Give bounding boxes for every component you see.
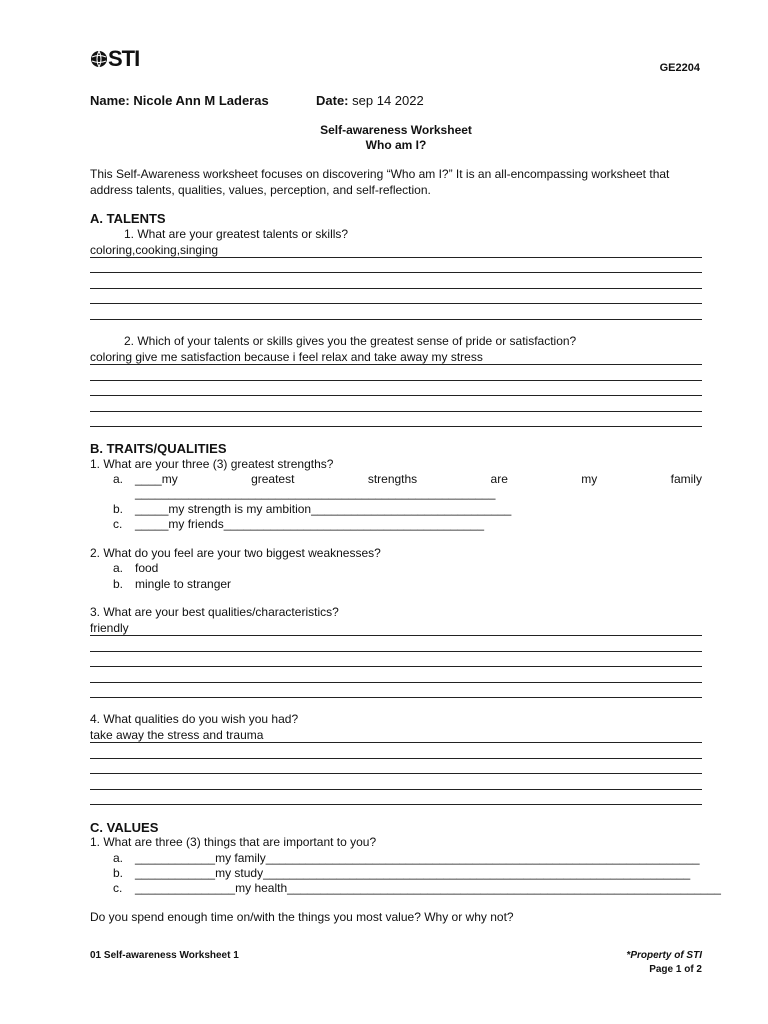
traits-q1-a-continuation: ______________________________________________________	[135, 486, 496, 500]
blank: ____________	[135, 851, 216, 865]
values-c-answer[interactable]	[135, 881, 721, 895]
blank: ________________________________________________________________	[263, 866, 691, 880]
values-a-marker: a.	[113, 851, 124, 865]
talents-question-1: 1. What are your greatest talents or skills?	[124, 227, 349, 241]
footer-property: *Property of STI	[626, 950, 702, 961]
course-code: GE2204	[659, 62, 700, 74]
traits-q2-b-answer[interactable]: mingle to stranger	[135, 577, 232, 591]
answer-line	[90, 426, 702, 427]
answer-line	[90, 288, 702, 289]
intro-paragraph: This Self-Awareness worksheet focuses on discovering “Who am I?” It is an all-encompassing worksheet that address talents, qualities, values, perception, and self-reflection.	[90, 167, 670, 197]
talents-question-2: 2. Which of your talents or skills gives you the greatest sense of pride or satisfaction?	[124, 334, 577, 348]
answer-line	[90, 742, 702, 743]
blank: _________________________________________________________________	[287, 881, 721, 895]
values-question-2: Do you spend enough time on/with the things you most value? Why or why not?	[90, 910, 514, 924]
section-traits-heading: B. TRAITS/QUALITIES	[90, 441, 227, 456]
word: family	[670, 472, 702, 486]
answer-text: my study	[215, 866, 264, 880]
traits-answer-4[interactable]: take away the stress and trauma	[90, 728, 264, 742]
answer-line	[90, 364, 702, 365]
word: are	[490, 472, 508, 486]
traits-q1-a-marker: a.	[113, 472, 124, 486]
traits-question-3: 3. What are your best qualities/characteristics?	[90, 605, 339, 619]
worksheet-subtitle: Who am I?	[365, 138, 427, 152]
answer-line	[90, 272, 702, 273]
answer-line	[90, 682, 702, 683]
talents-answer-2[interactable]: coloring give me satisfaction because i feel relax and take away my stress	[90, 350, 483, 364]
footer-page-number: Page 1 of 2	[649, 964, 702, 975]
answer-line	[90, 257, 702, 258]
word: strengths	[367, 472, 418, 486]
answer-line	[90, 773, 702, 774]
name-value: Nicole Ann M Laderas	[133, 93, 269, 108]
word: my	[581, 472, 598, 486]
date-value: sep 14 2022	[352, 93, 424, 108]
traits-q2-a-answer[interactable]: food	[135, 561, 159, 575]
traits-question-1: 1. What are your three (3) greatest strengths?	[90, 457, 334, 471]
answer-text: my health	[235, 881, 288, 895]
section-values-heading: C. VALUES	[90, 820, 159, 835]
logo-text: STI	[108, 46, 140, 71]
traits-answer-3[interactable]: friendly	[90, 621, 129, 635]
traits-q2-b-marker: b.	[113, 577, 124, 591]
word: ____my	[135, 472, 178, 486]
date-row	[316, 93, 424, 108]
name-row	[90, 93, 269, 108]
answer-line	[90, 303, 702, 304]
answer-line	[90, 395, 702, 396]
answer-line	[90, 789, 702, 790]
word: greatest	[251, 472, 295, 486]
blank: _________________________________________________________________	[265, 851, 700, 865]
name-label: Name:	[90, 93, 130, 108]
values-b-answer[interactable]	[135, 866, 690, 880]
traits-question-4: 4. What qualities do you wish you had?	[90, 712, 299, 726]
traits-q1-c-answer[interactable]: _____my friends_______________________________________	[135, 517, 484, 531]
answer-line	[90, 804, 702, 805]
traits-q2-a-marker: a.	[113, 561, 124, 575]
traits-q1-c-marker: c.	[113, 517, 123, 531]
answer-line	[90, 666, 702, 667]
answer-line	[90, 635, 702, 636]
section-talents-heading: A. TALENTS	[90, 211, 166, 226]
answer-line	[90, 380, 702, 381]
answer-line	[90, 697, 702, 698]
values-a-answer[interactable]	[135, 851, 700, 865]
worksheet-title: Self-awareness Worksheet	[320, 123, 472, 137]
answer-line	[90, 651, 702, 652]
footer-document-name: 01 Self-awareness Worksheet 1	[90, 950, 239, 961]
date-label: Date:	[316, 93, 349, 108]
answer-line	[90, 411, 702, 412]
traits-q1-a-answer[interactable]	[135, 472, 702, 486]
answer-text: my family	[215, 851, 266, 865]
answer-line	[90, 758, 702, 759]
values-c-marker: c.	[113, 881, 123, 895]
sti-logo	[90, 46, 139, 72]
globe-icon	[90, 50, 108, 68]
traits-question-2: 2. What do you feel are your two biggest weaknesses?	[90, 546, 381, 560]
answer-line	[90, 319, 702, 320]
blank: ____________	[135, 866, 216, 880]
traits-q1-b-marker: b.	[113, 502, 124, 516]
talents-answer-1[interactable]: coloring,cooking,singing	[90, 243, 219, 257]
traits-q1-b-answer[interactable]: _____my strength is my ambition______________________________	[135, 502, 512, 516]
blank: _______________	[135, 881, 236, 895]
values-b-marker: b.	[113, 866, 124, 880]
values-question-1: 1. What are three (3) things that are important to you?	[90, 835, 377, 849]
